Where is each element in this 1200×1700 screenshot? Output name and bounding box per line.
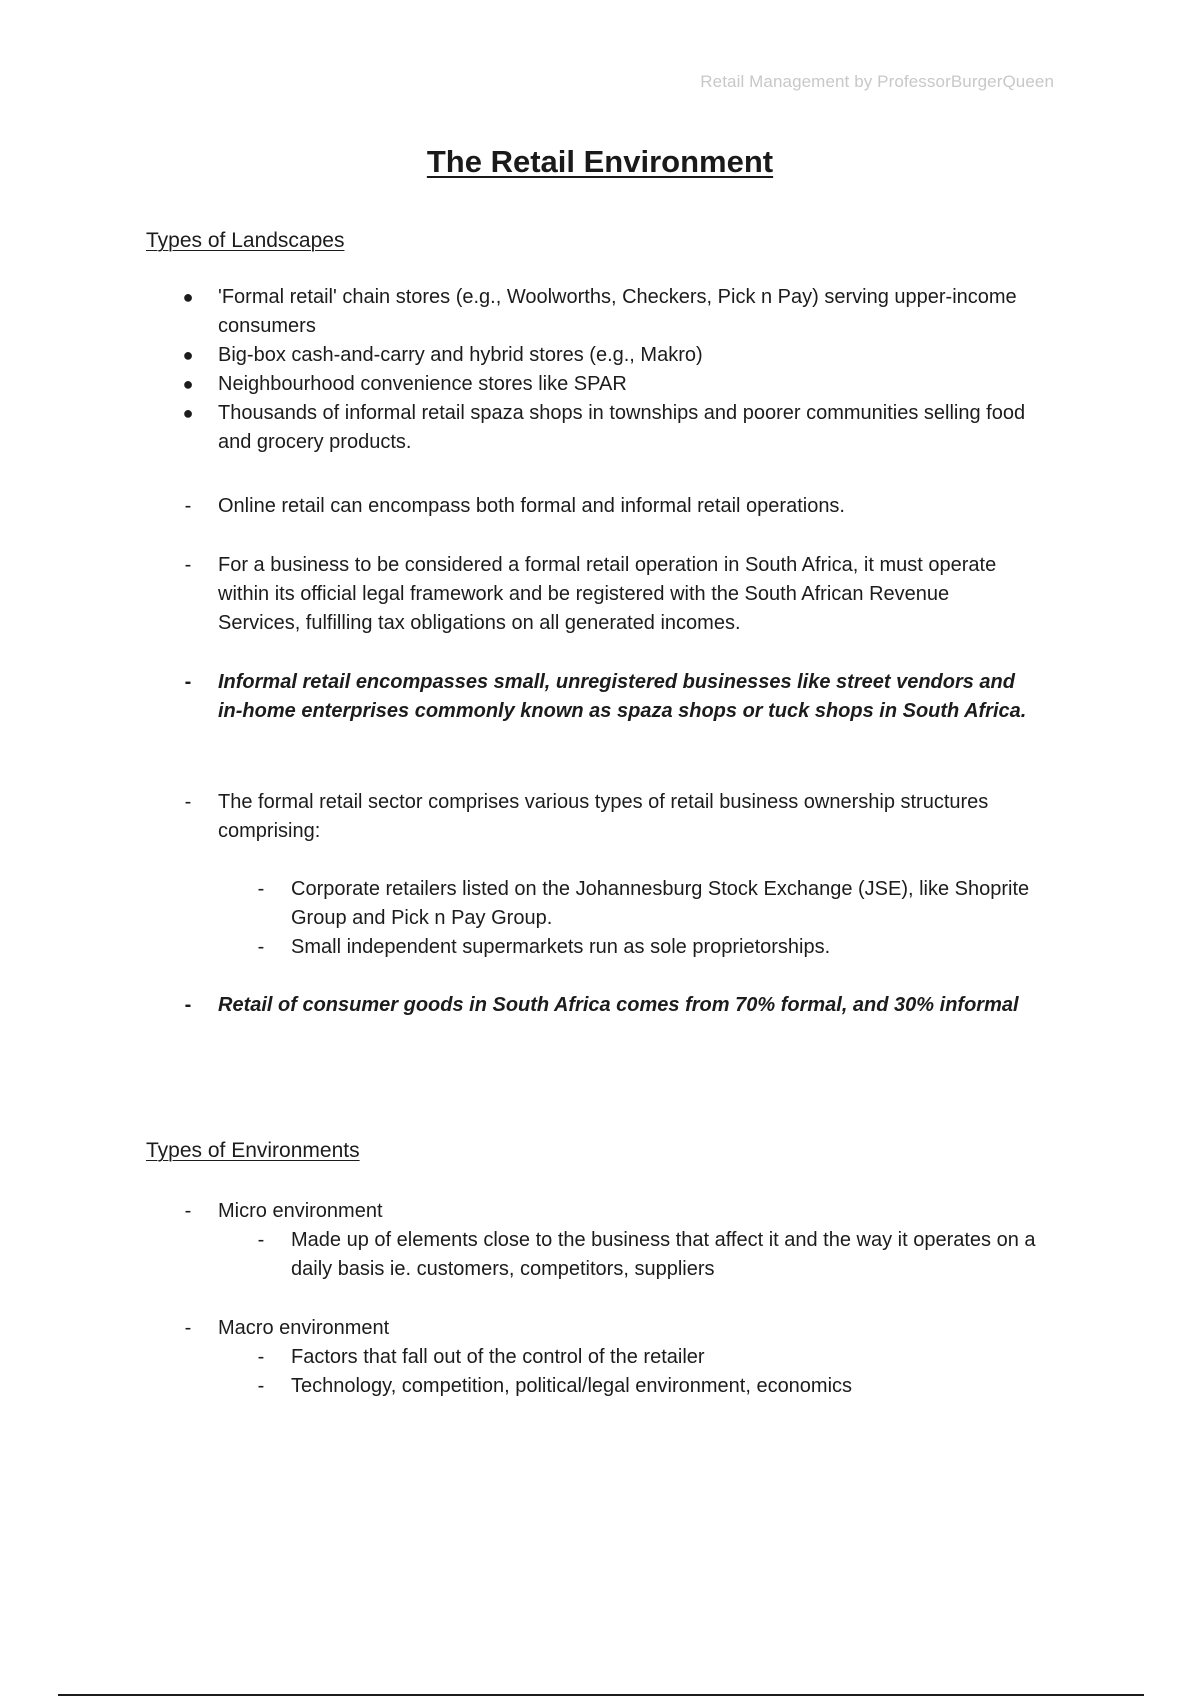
list-item-text: Made up of elements close to the business that affect it and the way it operates on a daily basis ie. customers, competitors, suppliers: [291, 1229, 1036, 1280]
dash-marker: -: [257, 878, 265, 900]
list-item: [0, 1343, 1200, 1372]
footer-divider: [58, 1694, 1144, 1696]
list-item-text: Micro environment: [218, 1200, 383, 1222]
list-item: [0, 551, 1200, 638]
list-item: [0, 1372, 1200, 1401]
list-item: [0, 1314, 1200, 1343]
list-item-text: Factors that fall out of the control of the retailer: [291, 1346, 705, 1368]
list-item: [0, 875, 1200, 933]
section-heading-landscapes: Types of Landscapes: [146, 229, 345, 252]
dash-marker: -: [184, 554, 192, 576]
dash-marker: -: [184, 671, 192, 693]
list-item-text: Big-box cash-and-carry and hybrid stores (e.g., Makro): [218, 344, 703, 366]
dash-marker: -: [184, 495, 192, 517]
list-item-text: Small independent supermarkets run as sole proprietorships.: [291, 936, 831, 958]
landscapes-bullet-list: [0, 283, 1200, 457]
dash-marker: -: [257, 1229, 265, 1251]
dash-marker: -: [184, 791, 192, 813]
list-item: [0, 1197, 1200, 1226]
dash-marker: -: [184, 1200, 192, 1222]
list-item-text: For a business to be considered a formal retail operation in South Africa, it must operate within its official legal framework and be registered with the South African Revenue Services, fulfilling tax obligations on all generated incomes.: [218, 554, 997, 634]
informal-definition-note: [0, 668, 1200, 726]
list-item: [0, 492, 1200, 521]
share-statement-note: [0, 991, 1200, 1020]
list-item-text: Informal retail encompasses small, unregistered businesses like street vendors and in-home enterprises commonly known as spaza shops or tuck shops in South Africa.: [218, 671, 1027, 722]
bullet-marker: ●: [182, 374, 194, 394]
header-attribution: Retail Management by ProfessorBurgerQueen: [700, 72, 1054, 91]
dash-marker: -: [257, 1346, 265, 1368]
list-item-text: Macro environment: [218, 1317, 390, 1339]
dash-marker: -: [257, 936, 265, 958]
dash-marker: -: [184, 1317, 192, 1339]
dash-marker: -: [257, 1375, 265, 1397]
bullet-marker: ●: [182, 287, 194, 307]
formal-definition-note: [0, 551, 1200, 638]
ownership-structures-note: [0, 788, 1200, 846]
micro-environment-item: [0, 1197, 1200, 1284]
list-item: [0, 788, 1200, 846]
macro-environment-item: [0, 1314, 1200, 1401]
list-item: [0, 668, 1200, 726]
list-item: [0, 399, 1200, 457]
list-item-text: Online retail can encompass both formal and informal retail operations.: [218, 495, 845, 517]
online-retail-note: [0, 492, 1200, 521]
list-item: [0, 1226, 1200, 1284]
bullet-marker: ●: [182, 345, 194, 365]
list-item-text: The formal retail sector comprises various types of retail business ownership structures comprising:: [218, 791, 989, 842]
list-item-text: Neighbourhood convenience stores like SPAR: [218, 373, 627, 395]
ownership-sublist: [0, 875, 1200, 962]
list-item-text: Thousands of informal retail spaza shops in townships and poorer communities selling food and grocery products.: [218, 402, 1026, 453]
list-item: [0, 991, 1200, 1020]
list-item: [0, 341, 1200, 370]
list-item: [0, 370, 1200, 399]
list-item-text: 'Formal retail' chain stores (e.g., Woolworths, Checkers, Pick n Pay) serving upper-income consumers: [218, 286, 1017, 337]
bullet-marker: ●: [182, 403, 194, 423]
page-title: The Retail Environment: [426, 144, 774, 179]
list-item: [0, 283, 1200, 341]
list-item: [0, 933, 1200, 962]
list-item-text: Corporate retailers listed on the Johannesburg Stock Exchange (JSE), like Shoprite Group and Pick n Pay Group.: [291, 878, 1030, 929]
list-item-text: Technology, competition, political/legal environment, economics: [291, 1375, 853, 1397]
list-item-text: Retail of consumer goods in South Africa comes from 70% formal, and 30% informal: [218, 994, 1019, 1016]
dash-marker: -: [184, 994, 192, 1016]
section-heading-environments: Types of Environments: [146, 1139, 360, 1162]
